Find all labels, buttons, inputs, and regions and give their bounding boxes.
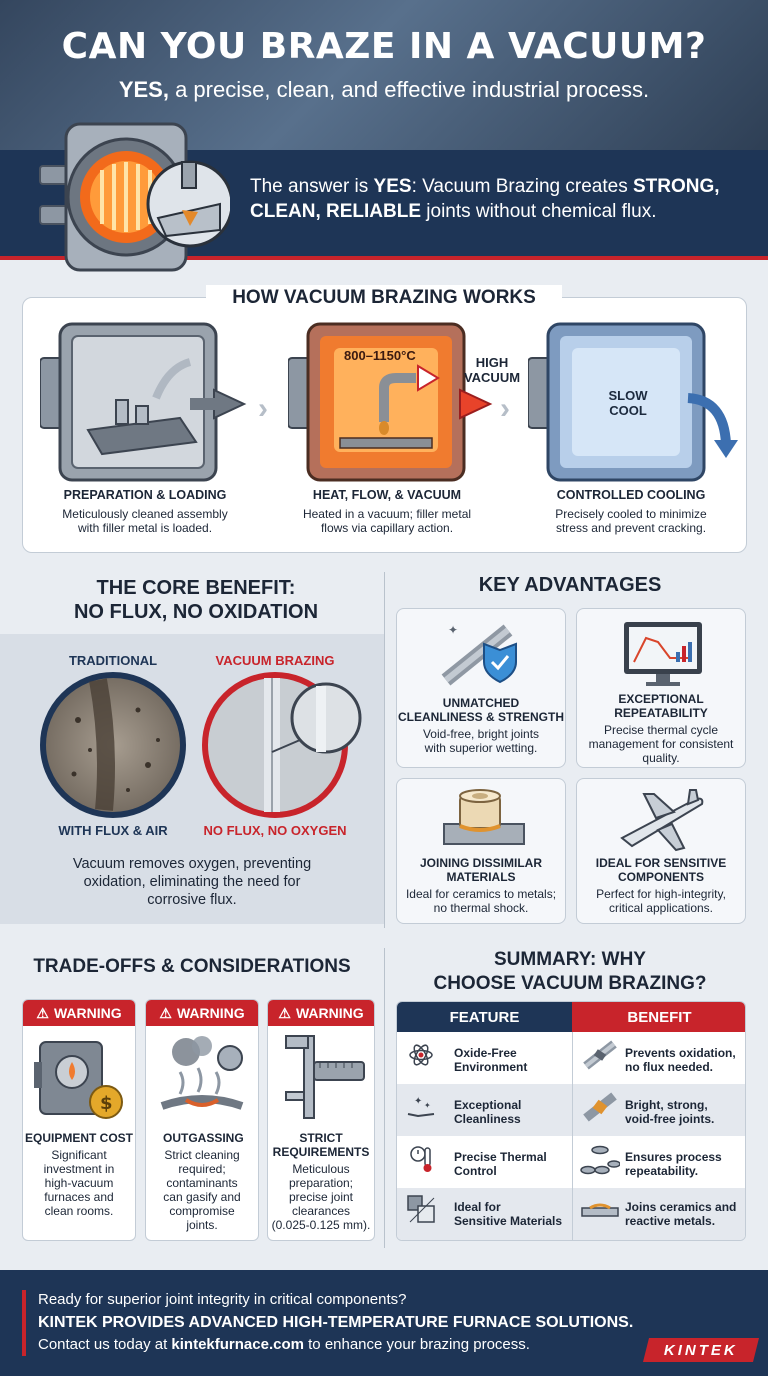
warning-header: ⚠ WARNING [268,1000,374,1026]
feature-oxide-free: Oxide-Free Environment [454,1046,528,1074]
feature-thermal-control: Precise Thermal Control [454,1150,547,1178]
vacuum-joint-photo [200,670,366,820]
section-divider-vertical [384,572,385,928]
footer-accent-bar [22,1290,26,1356]
pipe-joint-icon [582,1040,618,1070]
step-title-preparation: PREPARATION & LOADING [63,488,227,502]
kintek-logo: KINTEK [643,1338,759,1362]
preparation-chamber-icon [40,318,250,488]
intro-statement: The answer is YES: Vacuum Brazing creates STRONG, CLEAN, RELIABLE joints without chemical flux. [250,176,720,222]
tradeoff-title-requirements: STRICT REQUIREMENTS [272,1131,370,1159]
temperature-label: 800–1150°C [344,348,416,363]
tradeoff-title-equipment: EQUIPMENT COST [24,1131,133,1145]
svg-text:✦: ✦ [448,623,459,637]
slow-cool-label: SLOW COOL [608,388,648,418]
tradeoff-desc-outgassing: Strict cleaning required; contaminants can gasify and compromise joints. [163,1148,241,1232]
furnace-icon [30,118,230,278]
svg-text:✦: ✦ [414,1096,423,1107]
traditional-label: TRADITIONAL [68,653,158,668]
step-title-heat: HEAT, FLOW, & VACUUM [312,488,462,502]
page-subtitle: YES, a precise, clean, and effective industrial process. [118,77,650,102]
summary-title: SUMMARY: WHY CHOOSE VACUUM BRAZING? [433,949,707,994]
core-benefit-title: THE CORE BENEFIT: NO FLUX, NO OXIDATION [73,577,319,623]
summary-header-feature: FEATURE [397,1002,572,1032]
joined-plate-icon [580,1200,620,1220]
svg-text:✦: ✦ [424,1101,431,1110]
advantage-title-repeatability: EXCEPTIONAL REPEATABILITY [614,692,708,720]
step-title-cooling: CONTROLLED COOLING [556,488,706,502]
benefit-bright-joints: Bright, strong, void-free joints. [625,1098,715,1126]
no-flux-label: NO FLUX, NO OXYGEN [203,823,347,838]
flux-joint-photo [38,670,188,820]
feature-sensitive-materials: Ideal for Sensitive Materials [454,1200,563,1228]
monitor-chart-icon [620,618,706,690]
pipe-shield-icon [438,618,528,690]
step-desc-cooling: Precisely cooled to minimize stress and prevent cracking. [555,507,707,535]
feature-cleanliness: Exceptional Cleanliness [454,1098,522,1126]
atom-icon [408,1042,434,1068]
warning-icon: ⚠ [159,1004,172,1021]
advantage-title-cleanliness: UNMATCHED CLEANLINESS & STRENGTH [397,696,564,724]
step-desc-preparation: Meticulously cleaned assembly with filler metal is loaded. [62,507,228,535]
stacked-discs-icon [580,1144,620,1176]
caliper-icon [276,1032,368,1122]
step-desc-heat: Heated in a vacuum; filler metal flows via capillary action. [302,507,472,535]
section-divider-vertical-2 [384,948,385,1248]
website-link[interactable]: kintekfurnace.com [171,1336,304,1353]
tradeoff-desc-requirements: Meticulous preparation; precise joint clearances (0.025-0.125 mm). [271,1162,371,1232]
step-arrow-1: › [258,392,268,425]
advantage-desc-dissimilar: Ideal for ceramics to metals; no thermal shock. [405,887,557,915]
benefit-joins-ceramics: Joins ceramics and reactive metals. [625,1200,737,1228]
how-title: HOW VACUUM BRAZING WORKS [232,287,536,308]
ceramic-metal-joint-icon [436,784,530,854]
tradeoff-title-outgassing: OUTGASSING [163,1131,244,1145]
page-title: CAN YOU BRAZE IN A VACUUM? [61,26,707,67]
high-vacuum-label: HIGH VACUUM [463,355,521,385]
footer-headline: KINTEK PROVIDES ADVANCED HIGH-TEMPERATURE FURNACE SOLUTIONS. [38,1314,634,1331]
advantage-title-dissimilar: JOINING DISSIMILAR MATERIALS [419,856,542,884]
key-advantages-title: KEY ADVANTAGES [478,574,662,596]
tradeoffs-title: TRADE-OFFS & CONSIDERATIONS [33,956,351,977]
summary-header-benefit: BENEFIT [572,1002,746,1032]
equipment-cost-icon [32,1032,128,1122]
sparkle-surface-icon [406,1094,436,1120]
outgassing-icon [156,1032,248,1122]
warning-icon: ⚠ [278,1004,291,1021]
warning-icon: ⚠ [36,1004,49,1021]
tradeoff-desc-equipment: Significant investment in high-vacuum furnaces and clean rooms. [43,1148,115,1218]
brazed-pipe-icon [582,1092,618,1122]
core-benefit-desc: Vacuum removes oxygen, preventing oxidation, eliminating the need for corrosive flux. [72,856,312,908]
warning-header: ⚠ WARNING [146,1000,258,1026]
advantage-title-sensitive: IDEAL FOR SENSITIVE COMPONENTS [595,856,727,884]
step-arrow-2: › [500,392,510,425]
warning-header: ⚠ WARNING [23,1000,135,1026]
thermometer-icon [408,1144,434,1174]
airplane-icon [616,784,708,854]
advantage-desc-cleanliness: Void-free, bright joints with superior wetting. [422,727,540,755]
advantage-desc-repeatability: Precise thermal cycle management for consistent quality. [588,723,734,765]
benefit-prevents-oxidation: Prevents oxidation, no flux needed. [625,1046,736,1074]
with-flux-label: WITH FLUX & AIR [58,823,168,838]
svg-text:$: $ [100,1093,113,1114]
material-sample-icon [406,1194,436,1224]
advantage-desc-sensitive: Perfect for high-integrity, critical applications. [596,887,726,915]
benefit-repeatability: Ensures process repeatability. [625,1150,722,1178]
vacuum-brazing-label: VACUUM BRAZING [215,653,335,668]
footer-question: Ready for superior joint integrity in critical components? [38,1291,407,1308]
footer-contact: Contact us today at kintekfurnace.com to enhance your brazing process. [38,1336,530,1353]
heating-chamber-icon [288,318,498,488]
